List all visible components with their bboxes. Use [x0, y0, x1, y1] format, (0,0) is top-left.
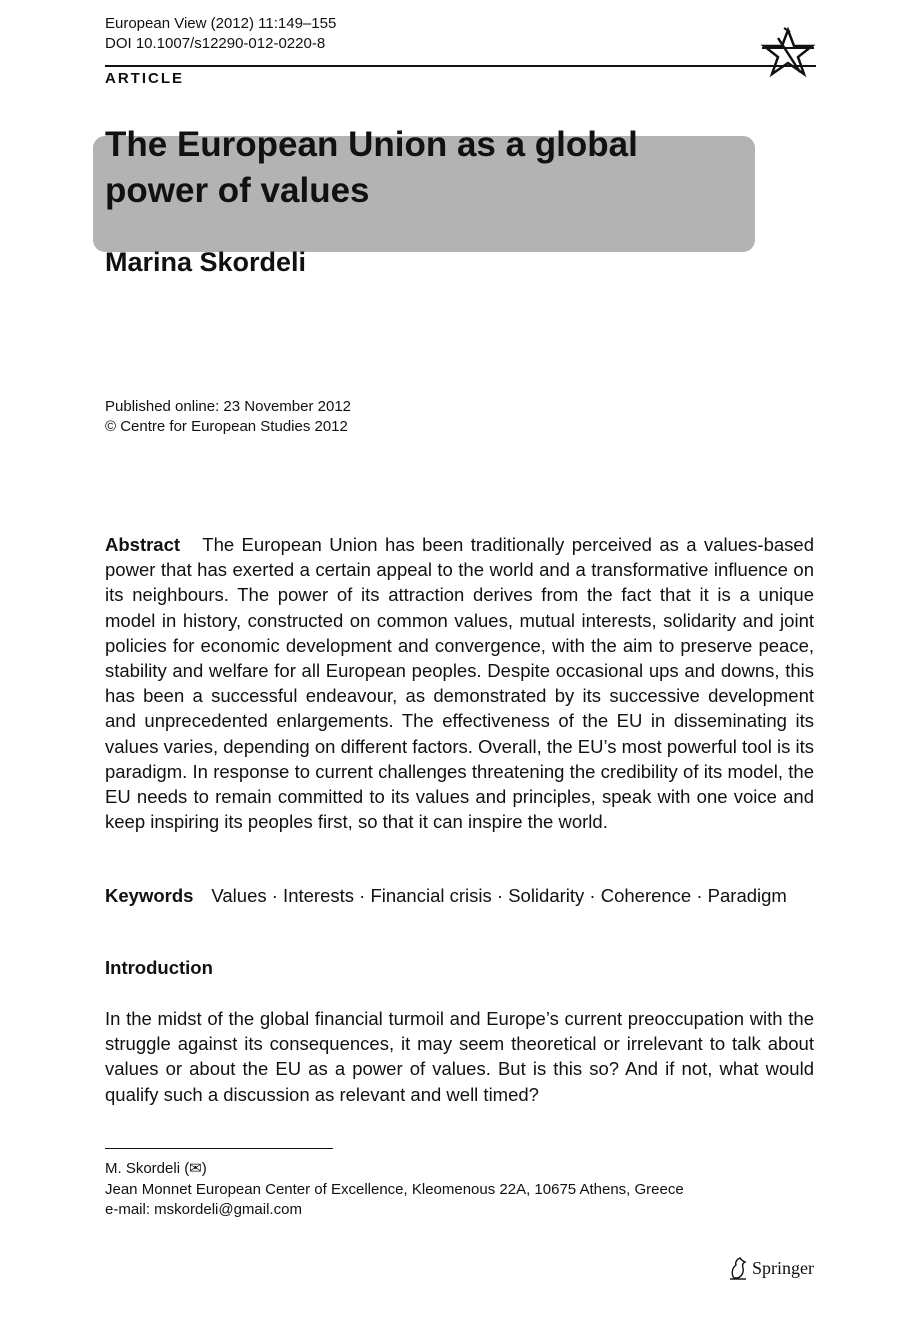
- footnote-rule: [105, 1148, 333, 1149]
- publisher-logo: [728, 1255, 814, 1281]
- doi-line: DOI 10.1007/s12290-012-0220-8: [105, 35, 326, 52]
- keywords-text: Values · Interests · Financial crisis · Solidarity · Coherence · Paradigm: [211, 885, 787, 906]
- publisher-name: Springer: [752, 1258, 814, 1278]
- keywords: [105, 883, 814, 908]
- article-title: [105, 122, 745, 214]
- published-online: Published online: 23 November 2012: [105, 398, 351, 415]
- publication-info: [105, 397, 351, 437]
- title-line-1: The European Union as a global: [105, 125, 638, 164]
- footnote-author: M. Skordeli (✉): [105, 1160, 207, 1177]
- footnote: [105, 1159, 684, 1221]
- journal-citation: European View (2012) 11:149–155: [105, 15, 337, 32]
- star-logo-icon: [760, 26, 816, 78]
- springer-horse-icon: [728, 1256, 748, 1280]
- title-line-2: power of values: [105, 171, 370, 210]
- keywords-label: Keywords: [105, 885, 194, 906]
- introduction-paragraph: In the midst of the global financial turmoil and Europe’s current preoccupation with the struggle against its consequences, it may seem theoretical or irrelevant to talk about values or about the EU as a power of values. But is this so? And if not, what would qualify such a discussion as relevant and well timed?: [105, 1008, 814, 1105]
- abstract: [105, 532, 814, 834]
- article-type-label: ARTICLE: [105, 70, 184, 87]
- copyright: © Centre for European Studies 2012: [105, 418, 348, 435]
- abstract-text: The European Union has been traditionally perceived as a values-based power that has exerted a certain appeal to the world and a transformative influence on its neighbours. The power of its attraction derives from the fact that it is a unique model in history, constructed on common values, mutual interests, solidarity and joint policies for economic development and convergence, with the aim to preserve peace, stability and welfare for all European peoples. Despite occasional ups and downs, this has been a successful endeavour, as demonstrated by its successive development and unprecedented enlargements. The effectiveness of the EU in disseminating its values varies, depending on different factors. Overall, the EU’s most powerful tool is its paradigm. In response to current challenges threatening the credibility of its model, the EU needs to remain committed to its values and principles, speak with one voice and keep inspiring its peoples first, so that it can inspire the world.: [105, 534, 814, 833]
- footnote-affiliation: Jean Monnet European Center of Excellence, Kleomenous 22A, 10675 Athens, Greece: [105, 1180, 684, 1198]
- header-rule: [105, 65, 816, 67]
- abstract-label: Abstract: [105, 534, 181, 555]
- footnote-email[interactable]: e-mail: mskordeli@gmail.com: [105, 1201, 302, 1218]
- introduction-heading: Introduction: [105, 957, 213, 978]
- author-name: Marina Skordeli: [105, 247, 307, 277]
